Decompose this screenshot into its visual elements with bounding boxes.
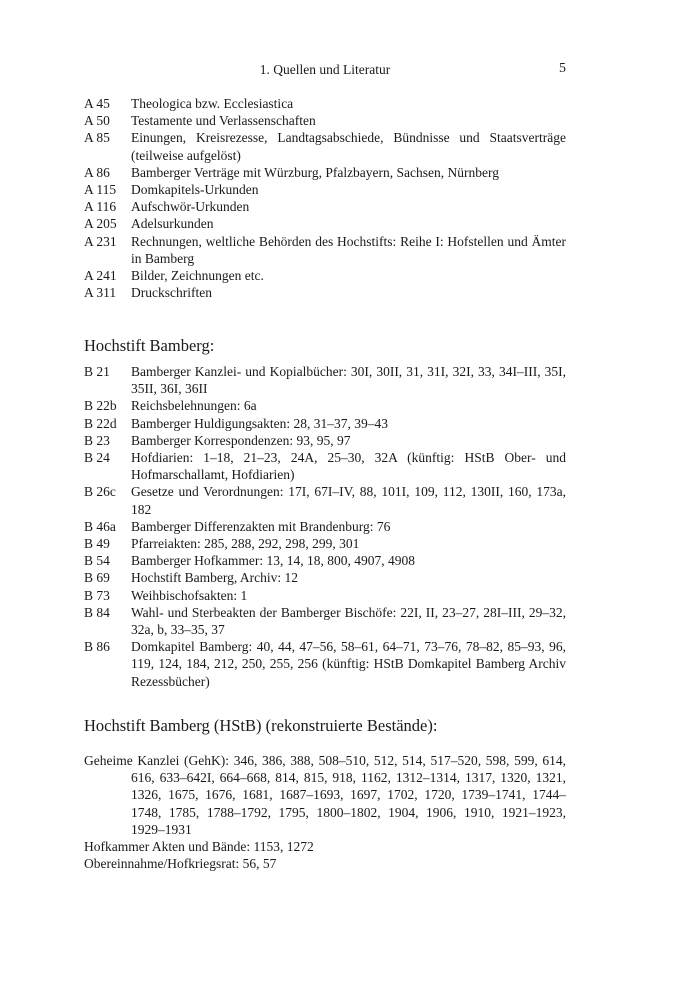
list-item (84, 397, 566, 414)
list-item: Hofkammer Akten und Bände: 1153, 1272 (84, 839, 314, 855)
list-item (84, 518, 566, 535)
description: Gesetze und Verordnungen: 17I, 67I–IV, 88, 101I, 109, 112, 130II, 160, 173a, 182 (131, 484, 566, 517)
signature: A 205 (84, 216, 117, 232)
signature: A 116 (84, 199, 117, 215)
description: Bamberger Differenzakten mit Brandenburg: 76 (131, 518, 391, 534)
list-item (84, 587, 566, 604)
signature: B 86 (84, 639, 110, 655)
list-item (84, 164, 566, 181)
signature: B 46a (84, 518, 116, 534)
description: Weihbischofsakten: 1 (131, 587, 248, 603)
description: Adelsurkunden (131, 216, 214, 232)
list-item (84, 112, 566, 129)
signature: A 241 (84, 268, 117, 284)
description: Domkapitel Bamberg: 40, 44, 47–56, 58–61, 64–71, 73–76, 78–82, 85–93, 96, 119, 124, 184, 212, 250, 255, 256 (künftig: HStB Domkapitel Bamberg Archiv Rezessbücher) (131, 639, 566, 689)
signature: B 54 (84, 553, 110, 569)
description: Bilder, Zeichnungen etc. (131, 268, 264, 284)
description: Theologica bzw. Ecclesiastica (131, 96, 294, 111)
list-item (84, 129, 566, 163)
list-item (84, 363, 566, 397)
description: Domkapitels-Urkunden (131, 182, 259, 198)
list-item (84, 198, 566, 215)
description: Einungen, Kreisrezesse, Landtagsabschiede, Bündnisse und Staatsverträge (teilweise aufgelöst) (131, 130, 566, 163)
description: Druckschriften (131, 285, 212, 301)
section-a-list (84, 95, 566, 301)
description: Bamberger Korrespondenzen: 93, 95, 97 (131, 432, 351, 448)
signature: A 86 (84, 164, 110, 180)
list-item (84, 604, 566, 638)
running-header (84, 62, 566, 80)
running-title: 1. Quellen und Literatur (259, 62, 391, 77)
signature: B 73 (84, 587, 110, 603)
list-item (84, 569, 566, 586)
list-item (84, 432, 566, 449)
list-item: Geheime Kanzlei (GehK): 346, 386, 388, 508–510, 512, 514, 517–520, 598, 599, 614, 616, 633–642I, 664–668, 814, 815, 918, 1162, 1312–1314, 1317, 1320, 1321, 1326, 1675, 1676, 1681, 1687–1693, 1697, 1702, 1720, 1739–1741, 1744–1748, 1785, 1788–1792, 1795, 1800–1802, 1904, 1906, 1910, 1921–1923, 1929–1931 (84, 753, 566, 837)
signature: B 22b (84, 398, 117, 414)
signature: B 26c (84, 484, 116, 500)
signature: A 311 (84, 285, 117, 301)
signature: A 50 (84, 113, 110, 129)
description: Aufschwör-Urkunden (131, 199, 250, 215)
signature: A 45 (84, 96, 110, 111)
description: Bamberger Kanzlei- und Kopialbücher: 30I, 30II, 31, 31I, 32I, 33, 34I–III, 35I, 35II, 36I, 36II (131, 364, 566, 397)
signature: B 24 (84, 450, 110, 466)
list-item (84, 267, 566, 284)
list-item (84, 233, 566, 267)
page-number: 5 (559, 61, 566, 76)
signature: A 85 (84, 130, 110, 146)
section-heading-reconstructed: Hochstift Bamberg (HStB) (rekonstruierte Bestände): (84, 716, 438, 735)
list-item (84, 449, 566, 483)
signature: B 49 (84, 536, 110, 552)
description: Rechnungen, weltliche Behörden des Hochstifts: Reihe I: Hofstellen und Ämter in Bamberg (131, 233, 566, 266)
list-item (84, 535, 566, 552)
signature: B 84 (84, 604, 110, 620)
signature: B 21 (84, 364, 110, 379)
list-item (84, 215, 566, 232)
description: Reichsbelehnungen: 6a (131, 398, 257, 414)
signature: A 115 (84, 182, 117, 198)
description: Bamberger Verträge mit Würzburg, Pfalzbayern, Sachsen, Nürnberg (131, 164, 500, 180)
description: Bamberger Huldigungsakten: 28, 31–37, 39–43 (131, 415, 388, 431)
section-b-list (84, 363, 566, 690)
list-item (84, 552, 566, 569)
signature: B 22d (84, 415, 117, 431)
signature: B 23 (84, 432, 110, 448)
description: Hochstift Bamberg, Archiv: 12 (131, 570, 298, 586)
signature: B 69 (84, 570, 110, 586)
section-heading-hochstift: Hochstift Bamberg: (84, 336, 215, 355)
description: Wahl- und Sterbeakten der Bamberger Bischöfe: 22I, II, 23–27, 28I–III, 29–32, 32a, b, 33–35, 37 (131, 604, 566, 638)
list-item (84, 415, 566, 432)
description: Bamberger Hofkammer: 13, 14, 18, 800, 4907, 4908 (131, 553, 415, 569)
section-c-list (84, 752, 566, 872)
list-item (84, 284, 566, 301)
signature: A 231 (84, 233, 117, 249)
description: Hofdiarien: 1–18, 21–23, 24A, 25–30, 32A (künftig: HStB Ober- und Hofmarschallamt, Hofdiarien) (131, 450, 566, 483)
description: Pfarreiakten: 285, 288, 292, 298, 299, 301 (131, 536, 360, 552)
description: Testamente und Verlassenschaften (131, 113, 316, 129)
list-item (84, 181, 566, 198)
list-item: Obereinnahme/Hofkriegsrat: 56, 57 (84, 856, 277, 872)
list-item (84, 638, 566, 690)
list-item (84, 95, 566, 112)
list-item (84, 483, 566, 517)
